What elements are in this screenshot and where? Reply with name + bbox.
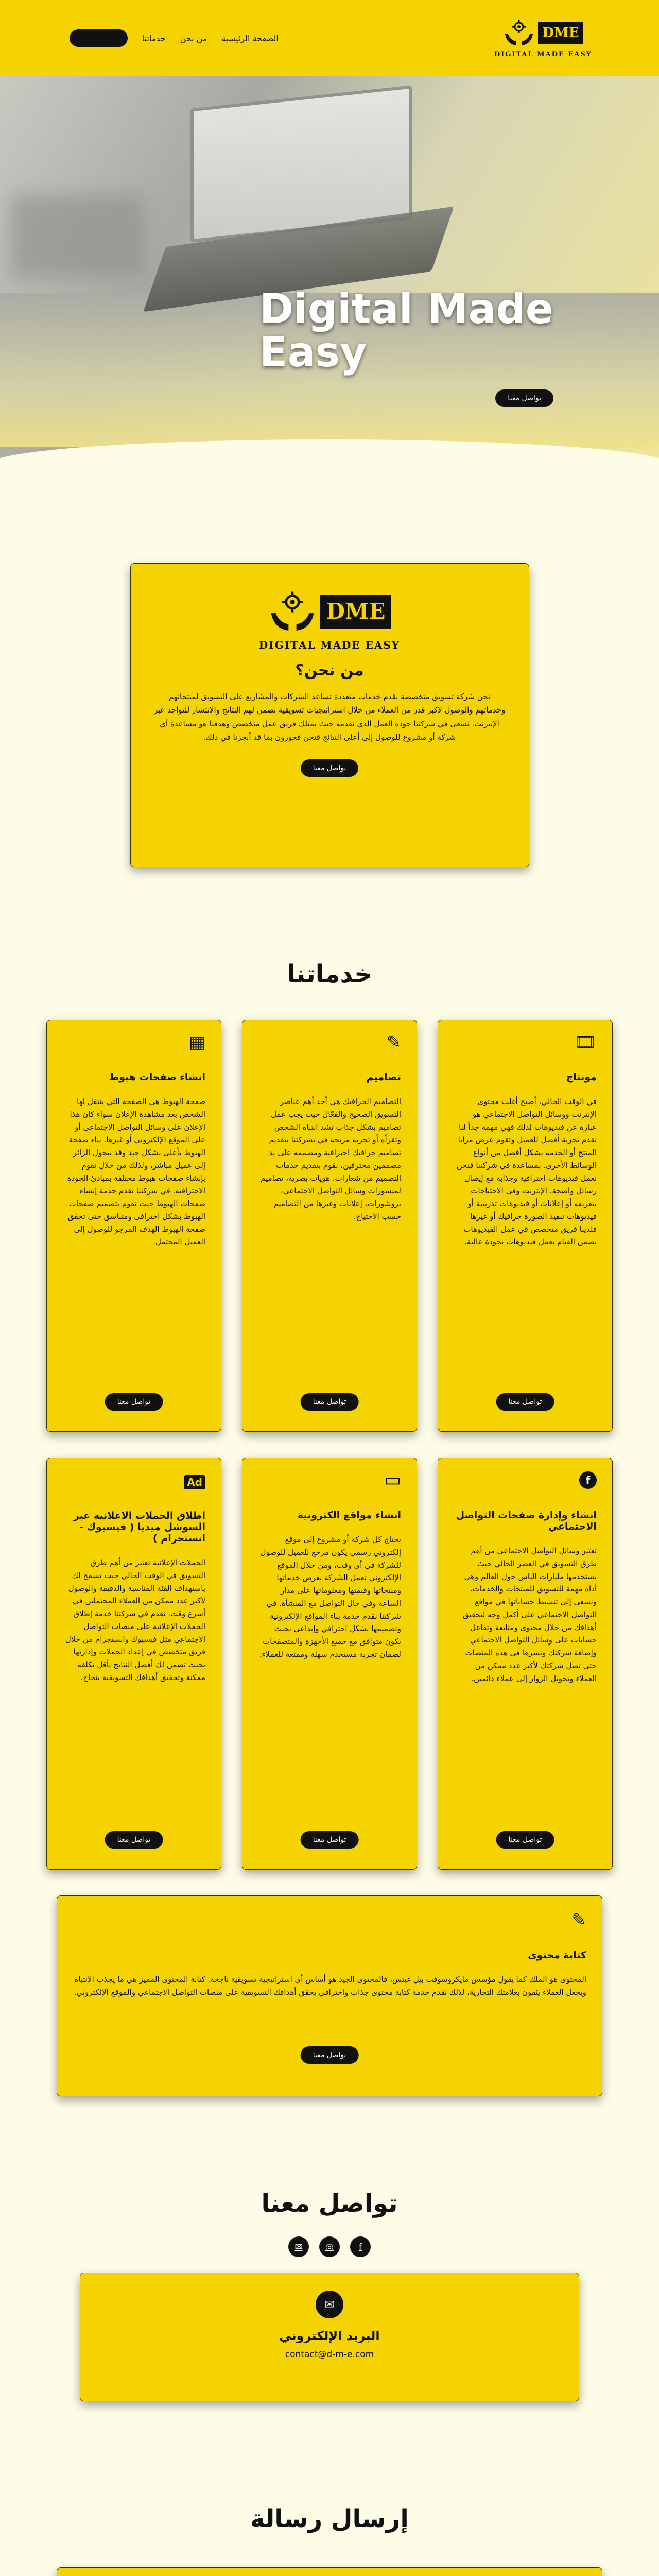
about-logo (131, 589, 529, 651)
landing-icon: ▦ (188, 1032, 205, 1053)
pen-icon: ✎ (571, 1910, 586, 1930)
about-logo-text: DME (320, 595, 392, 629)
logo-text: DME (538, 22, 583, 44)
service-text: المحتوى هو الملك كما يقول مؤسس مايكروسوفت بيل غيتس، فالمحتوى الجيد هو أساس أي استراتيجية تسويقية ناجحة. كتابة المحتوى المميز هي ما يجذب الانتباه ويجعل العملاء يثقون بعلامتك التجارية، لذلك نقدم خدمة كتابة محتوى جذاب واحترافي يحقق أهدافك التسويقية على منصات التواصل الاجتماعي والموقع الإلكتروني. (74, 1975, 586, 1997)
service-card-websites (242, 1458, 417, 1870)
ad-icon: Ad (184, 1475, 205, 1489)
email-link[interactable]: contact@d-m-e.com (285, 2349, 374, 2360)
service-contact-button[interactable]: تواصل معنا (105, 1393, 163, 1411)
email-icon[interactable]: ✉ (288, 2236, 309, 2257)
design-icon: ✎ (386, 1032, 401, 1053)
email-label: البريد الإلكتروني (279, 2329, 380, 2343)
logo-tagline: DIGITAL MADE EASY (494, 50, 592, 58)
facebook-icon[interactable]: f (350, 2236, 371, 2257)
top-navbar (0, 0, 659, 76)
service-title: انشاء وإدارة صفحات التواصل الاجتماعي (456, 1510, 597, 1532)
service-text: تعتبر وسائل التواصل الاجتماعي من أهم طرق التسويق في العصر الحالي حيث يستخدمها مليارات الناس حول العالم وهي أداة مهمة للتسويق للمنتجات والخدمات. ونسعى إلى تنشيط حساباتها في مواقع التواصل الاجتماعي على أكمل وجه لتحقيق أهدافك من خلال محتوى ومتابعة وتفاعل حسابات على وسائل التواصل الاجتماعي وإضافة شركتك ونشرها في هذه المنصات حتى تصل شركتك لأكبر عدد ممكن من العملاء وتحويل الزوار إلى عملاء دائمين. (462, 1546, 597, 1683)
service-contact-button[interactable]: تواصل معنا (496, 1393, 554, 1411)
message-form (57, 2567, 602, 2576)
nav-links (70, 29, 279, 47)
service-title: مونتاج (566, 1072, 597, 1083)
nav-home-link[interactable]: الصفحة الرئيسية (221, 33, 279, 43)
nav-services-link[interactable]: خدماتنا (142, 33, 166, 43)
about-text: نحن شركة تسويق متخصصة نقدم خدمات متعددة تساعد الشركات والمشاريع على التسويق لمنتجاتهم وخدماتهم والوصول لاكبر قدر من العملاء من خلال استراتيجيات تسويقية نضمن لهم النتائج والانتشار للتواجد عبر الإنترنت. نسعى في شركتنا جودة العمل الذي نقدمه حيث يمتلك فريق عمل متخصص وهدفنا هو مساعدة أي شركة أو مشروع للوصول إلى أعلى النتائج فنحن فخورون بما قد أنجزنا في ذلك. (153, 692, 506, 742)
hero-content (259, 287, 553, 407)
service-contact-button[interactable]: تواصل معنا (301, 1831, 359, 1849)
service-title: كتابة محتوى (528, 1950, 586, 1961)
instagram-icon[interactable]: ◎ (319, 2236, 340, 2257)
service-card-ads (46, 1458, 221, 1870)
service-text: الحملات الإعلانية تعتبر من أهم طرق التسويق في الوقت الحالي حيث تسمح لك باستهداف الفئة المناسبة والدقيقة والوصول لأكبر عدد ممكن من العملاء المحتملين في أسرع وقت. نقدم في شركتنا خدمة إطلاق الحملات الإعلانية على منصات التواصل الاجتماعي مثل فيسبوك وانستجرام من خلال فريق متخصص في إعداد الحملات وإدارتها بحيث تضمن لك أفضل النتائج بأقل تكلفة ممكنة وتحقيق أهدافك التسويقية بنجاح. (65, 1558, 205, 1682)
brand-logo[interactable] (494, 19, 592, 58)
service-text: في الوقت الحالي، أصبح أغلب محتوى الإنترنت ووسائل التواصل الاجتماعي هو عبارة عن فيديوهات لذلك فهي مهمة جداً لنا نقدم تجربة أفضل للعميل وتقوم عرض مزايا المنتج أو الخدمة بشكل أفضل من أنواع الوسائط الأخرى. بمساعدة في شركتنا فنحن نعمل فيديوهات احترافية وجذابة مع إيصال رسائل واضحة. الإنترنت وفي الاحتياجات بتعريفه أو إعلانات أو فيديوهات تدريبية أو فيديوهات ننفيذ الصورة جرافيك أو غيرها فلدينا فريق متخصص في عمل الفيديوهات بضمن القيام بعمل فيديوهات بجودة عالية. (456, 1097, 597, 1247)
service-title: انشاء صفحات هبوط (109, 1072, 205, 1083)
service-card-landing (46, 1020, 221, 1432)
hero-title (259, 287, 553, 374)
services-row-2 (0, 1458, 659, 1870)
service-card-content-writing (57, 1895, 602, 2096)
ad-icon (62, 1471, 205, 1489)
video-icon: 🎞 (574, 1032, 597, 1053)
service-title: اطلاق الحملات الاعلانية عبر السوشل ميديا ( فيسبوك - انستجرام ) (73, 1510, 205, 1544)
about-section (0, 465, 659, 867)
hero-bg-blur (10, 195, 144, 277)
service-title: انشاء مواقع الكترونية (297, 1510, 401, 1521)
hero-title-line2: Easy (259, 328, 367, 376)
about-title: من نحن؟ (295, 662, 364, 680)
service-card-montage (438, 1020, 613, 1432)
service-contact-button[interactable]: تواصل معنا (301, 1393, 359, 1411)
service-contact-button[interactable]: تواصل معنا (301, 2046, 359, 2064)
about-logo-tagline: DIGITAL MADE EASY (258, 639, 401, 651)
contact-title: تواصل معنا (261, 2189, 398, 2218)
hands-gear-icon (268, 589, 317, 634)
email-card (80, 2273, 579, 2401)
nav-about-link[interactable]: من نحن (180, 33, 207, 43)
service-text: يحتاج كل شركة أو مشروع إلى موقع إلكتروني رسمي يكون مرجع للعميل للوصول للشركة في أي وقت، ومن خلال الموقع الإلكتروني تعمل الشركة بعرض خدماتها ومنتجاتها وقيمتها ومعلوماتها على مدار الساعة وفي حال التواصل مع المنشأة. في شركتنا نقدم خدمة بناء المواقع الإلكترونية وتصميمها بشكل احترافي وإبداعي بحيث يكون متوافق مع جميع الأجهزة والمتصفحات لضمان تجربة مستخدم سهلة وممتعة للعملاء. (259, 1535, 401, 1659)
hero-contact-button[interactable]: تواصل معنا (495, 389, 553, 407)
hero-section (0, 76, 659, 465)
facebook-icon: f (579, 1471, 597, 1489)
contact-socials (0, 2236, 659, 2257)
services-title: خدماتنا (287, 960, 372, 989)
email-icon: ✉ (316, 2291, 343, 2318)
services-row-1 (0, 1020, 659, 1432)
about-card (130, 563, 529, 867)
service-text: التصاميم الجرافيك هي أحد أهم عناصر التسويق الصحيح والفعّال حيث يجب عمل تصاميم بشكل جذاب تشد انتباه الشخص وتقرأه أو تجربة مريحة في بشركتنا بتقديم تصاميم جرافيك احترافية ومصممه على يد مصممين محترفين، نقوم بتقديم خدمات التصميم من شعارات، هويات بصرية، تصاميم لمنشورات وسائل التواصل الاجتماعي، بروشورات، إعلانات وغيرها من التصاميم حسب الاحتياج. (261, 1097, 401, 1221)
hero-title-line1: Digital Made (259, 285, 553, 333)
hands-gear-icon (503, 19, 535, 47)
service-contact-button[interactable]: تواصل معنا (496, 1831, 554, 1849)
service-card-social (438, 1458, 613, 1870)
facebook-icon (454, 1471, 597, 1489)
about-contact-button[interactable]: تواصل معنا (301, 759, 359, 777)
web-icon: ▭ (384, 1470, 401, 1490)
message-title: إرسال رسالة (250, 2504, 409, 2533)
nav-contact-button[interactable]: تواصل معنا (70, 29, 128, 47)
service-title: تصاميم (366, 1072, 401, 1083)
service-contact-button[interactable]: تواصل معنا (105, 1831, 163, 1849)
service-text: صفحة الهبوط هي الصفحة التي ينتقل لها الشخص بعد مشاهدة الإعلان سواء كان هذا الإعلان على وسائل التواصل الاجتماعي أو على الموقع الإلكتروني أو غيرها. بناء صفحة الهبوط بأعلى بشكل جيد وقد يتحول الزائر إلى عميل مباشر، ولذلك من خلال نقوم بإنشاء صفحات هبوط مختلفة بمبادئ الجودة الاحترافية. في شركتنا نقدم خدمة إنشاء صفحات الهبوط حيث نقوم بتصميم صفحات الهبوط بشكل احترافي ومتناسق حتى تحقق صفحة الهبوط الهدف المرجو للوصول إلى العميل المحتمل. (67, 1097, 205, 1247)
service-card-designs (242, 1020, 417, 1432)
